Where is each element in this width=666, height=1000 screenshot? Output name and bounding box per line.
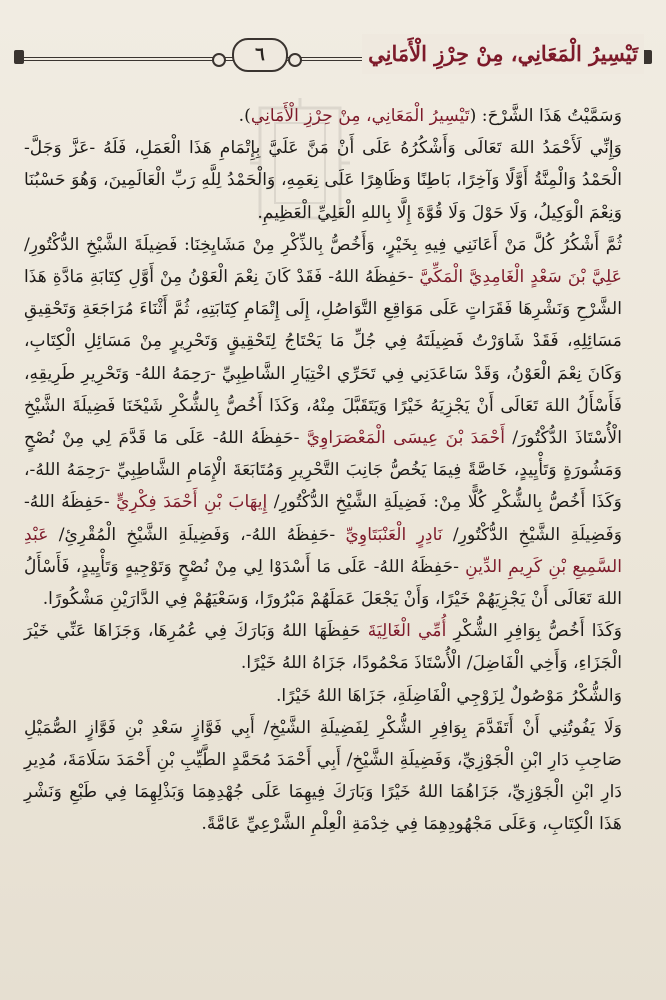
running-title: تَيْسِيرُ الْمَعَانِي، مِنْ حِرْزِ الْأَمَانِي [362,34,644,74]
text-run: حَفِظَهَا اللهُ وَبَارَكَ فِي عُمُرِهَا، وَجَزَاهَا عَنِّي خَيْرَ الْجَزَاءِ، وَأَخِي الْفَاضِلَ/ الْأُسْتَاذَ مَحْمُودًا، جَزَاهُ اللهُ خَيْرًا. [24,621,622,674]
paragraph [24,680,644,712]
paragraph [24,615,644,679]
header-ornament [212,53,226,67]
header-rule-end [14,50,24,64]
text-run: وَكَذَا أَخُصُّ بِوَافِرِ الشُّكْرِ [446,621,623,642]
text-run: -حَفِظَهُ اللهُ- عَلَى مَا قَدَّمَ لِي مِنْ نُصْحٍ وَمَشُورَةٍ وَتَأْيِيدٍ، خَاصَّةً فِيمَا يَخُصُّ جَانِبَ التَّحْرِيرِ وَمُتَابَعَةَ الْإِمَامِ الشَّاطِبِيِّ -رَحِمَهُ اللهُ-، وَكَذَا أَخُصُّ بِالشُّكْرِ كُلًّا مِنْ: فَضِيلَةِ الشَّيْخِ الدُّكْتُورِ/ [24,428,622,513]
highlighted-name: أُمِّي الْغَالِيَةَ [367,621,447,642]
paragraph [24,100,644,132]
text-run: ). [238,106,251,126]
header-ornament [288,53,302,67]
page-header [14,34,652,80]
text-run: -حَفِظَهُ اللهُ- وَفَضِيلَةِ الشَّيْخِ الدُّكْتُورِ/ [24,492,622,545]
text-run: -حَفِظَهُ اللهُ-، وَفَضِيلَةِ الشَّيْخِ الْمُقْرِئِ/ [48,524,346,545]
text-run: -حَفِظَهُ اللهُ- عَلَى مَا أَسْدَوْا لِي مِنْ نُصْحٍ وَتَوْجِيهٍ وَتَأْيِيدٍ، فَأَسْأَلُ اللهَ تَعَالَى أَنْ يَجْزِيَهُمْ خَيْرًا، وَأَنْ يَجْعَلَ عَمَلَهُمْ مَبْرُورًا، وَسَعْيَهُمْ فِي الدَّارَيْنِ مَشْكُورًا. [24,556,622,610]
text-run: وَالشُّكْرُ مَوْصُولٌ لِزَوْجِي الْفَاضِلَةِ، جَزَاهَا اللهُ خَيْرًا. [275,685,622,706]
paragraph [24,229,644,615]
highlighted-name: تَيْسِيرُ الْمَعَانِي، مِنْ حِرْزِ الْأَمَانِي [250,106,470,126]
highlighted-name: عَلِيَّ بْنَ سَعْدٍ الْغَامِدِيَّ الْمَكِّيَّ [419,267,622,288]
text-run: وَسَمَّيْتُ هَذَا الشَّرْحَ: ( [469,106,622,126]
text-run: وَإِنِّي لَأَحْمَدُ اللهَ تَعَالَى وَأَشْكُرُهُ عَلَى أَنْ مَنَّ عَلَيَّ بِإِتْمَامِ هَذَا الْعَمَلِ، فَلَهُ -عَزَّ وَجَلَّ- الْحَمْدُ وَالْمِنَّةُ أَوَّلًا وَآخِرًا، بَاطِنًا وَظَاهِرًا عَلَى نِعَمِهِ، وَالْحَمْدُ لِلَّهِ رَبِّ الْعَالَمِينَ، وَهُوَ حَسْبُنَا وَنِعْمَ الْوَكِيلُ، وَلَا حَوْلَ وَلَا قُوَّةَ إِلَّا بِاللهِ الْعَلِيِّ الْعَظِيمِ. [24,138,622,223]
paragraph [24,132,644,229]
page-number: ٦ [232,38,288,72]
highlighted-name: إِيهَابَ بْنِ أَحْمَدَ فِكْرِيٍّ [116,492,268,513]
highlighted-name: أَحْمَدَ بْنَ عِيسَى الْمَعْصَرَاوِيَّ [306,428,506,449]
page-body [24,100,644,841]
text-run: ثُمَّ أَشْكُرُ كُلَّ مَنْ أَعَانَنِي فِيهِ بِخَيْرٍ، وَأَخُصُّ بِالذِّكْرِ مِنْ مَشَايِخِنَا: فَضِيلَةَ الشَّيْخِ الدُّكْتُورِ/ [24,234,622,255]
text-run: -حَفِظَهُ اللهُ- فَقَدْ كَانَ نِعْمَ الْعَوْنُ مِنْ أَوَّلِ كِتَابَةِ مَادَّةِ هَذَا الشَّرْحِ وَنَشْرِهَا فَقَرَاتٍ عَلَى مَوَاقِعِ التَّوَاصُلِ، إِلَى إِتْمَامِ كِتَابَتِهِ، ثُمَّ أَثْنَاءَ مُرَاجَعَةِ وَتَحْقِيقِ مَسَائِلِهِ، فَقَدْ شَاوَرْتُ فَضِيلَتَهُ فِي جُلِّ مَا يَحْتَاجُ لِتَحْقِيقٍ وَتَحْرِيرٍ مِنْ مَسَائِلِ الْكِتَابِ، وَكَانَ نِعْمَ الْعَوْنُ، وَقَدْ سَاعَدَنِي فِي تَحَرِّي اخْتِيَارِ الشَّاطِبِيِّ -رَحِمَهُ اللهُ- وَتَحْرِيرِ طَرِيقِهِ، فَأَسْأَلُ اللهَ تَعَالَى أَنْ يَجْزِيَهُ خَيْرًا وَيَتَقَبَّلَ مِنْهُ، وَكَذَا أَخُصُّ بِالشُّكْرِ شَيْخَنَا فَضِيلَةَ الشَّيْخِ الْأُسْتَاذَ الدُّكْتُورَ/ [24,267,623,449]
highlighted-name: نَادِرٍ الْعَنْبَتَاوِيِّ [345,524,443,545]
paragraph [24,712,644,841]
highlighted-name: عَبْدِ السَّمِيعِ بْنِ كَرِيمِ الدِّينِ [24,524,622,577]
text-run: وَلَا يَفُوتُنِي أَنْ أَتَقَدَّمَ بِوَافِرِ الشُّكْرِ لِفَضِيلَةِ الشَّيْخِ/ أَبِي فَوَّازٍ سَعْدِ بْنِ فَوَّازٍ الصُّمَيْلِ صَاحِبِ دَارِ ابْنِ الْجَوْزِيِّ، وَفَضِيلَةِ الشَّيْخِ/ أَبِي أَحْمَدَ مُحَمَّدٍ الطَّيِّبِ بْنِ أَحْمَدَ سَلَامَةَ، مُدِيرِ دَارِ ابْنِ الْجَوْزِيِّ، جَزَاهُمَا اللهُ خَيْرًا وَبَارَكَ فِيهِمَا عَلَى جُهْدِهِمَا وَبَذْلِهِمَا فِي طَبْعِ وَنَشْرِ هَذَا الْكِتَابِ، وَعَلَى مَجْهُودِهِمَا فِي خِدْمَةِ الْعِلْمِ الشَّرْعِيِّ عَامَّةً. [24,717,622,835]
